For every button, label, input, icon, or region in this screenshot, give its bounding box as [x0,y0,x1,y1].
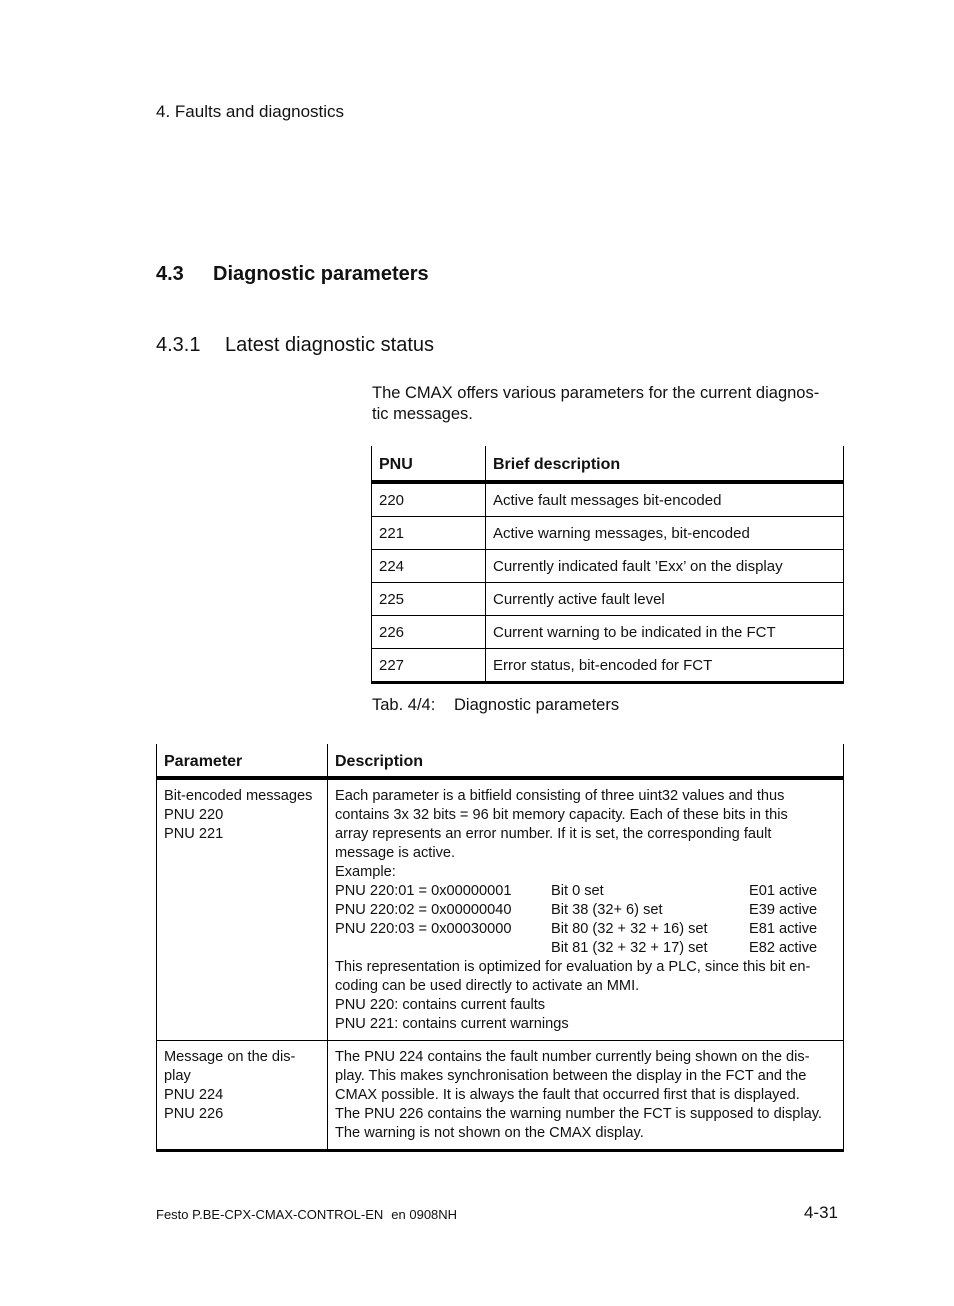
chapter-header: 4. Faults and diagnostics [156,102,345,121]
example-row [335,920,836,939]
section-title: Diagnostic parameters [213,263,429,285]
parameter-line: PNU 224 [164,1087,224,1103]
column-header-description: Description [328,744,844,778]
description-line: This representation is optimized for evaluation by a PLC, since this bit en- [335,959,811,975]
parameter-line: play [164,1068,191,1084]
example-value: PNU 220:02 = 0x00000040 [335,902,512,918]
parameter-line: PNU 221 [164,826,224,842]
table-row [372,482,844,517]
description-line: The PNU 224 contains the fault number currently being shown on the dis- [335,1049,810,1065]
parameter-line: Bit-encoded messages [164,788,313,804]
description-line: The PNU 226 contains the warning number the FCT is supposed to display. [335,1106,822,1122]
table-caption [372,696,619,715]
table-header-row [372,446,844,482]
footer-doc: Festo P.BE-CPX-CMAX-CONTROL-EN [156,1207,384,1222]
pnu-cell: 227 [372,649,486,683]
description-line: PNU 220: contains current faults [335,997,546,1013]
pnu-cell: 224 [372,550,486,583]
example-bit: Bit 0 set [551,883,604,899]
description-line: PNU 221: contains current warnings [335,1016,569,1032]
pnu-cell: 220 [372,482,486,517]
parameter-cell [157,1041,328,1151]
parameter-line: PNU 226 [164,1106,224,1122]
example-value [335,939,551,958]
parameter-line: Message on the dis- [164,1049,296,1065]
intro-line: The CMAX offers various parameters for the current diagnos- [372,384,820,402]
description-line: coding can be used directly to activate an MMI. [335,978,640,994]
parameter-line: PNU 220 [164,807,224,823]
caption-text: Diagnostic parameters [454,696,620,714]
pnu-table [371,446,844,684]
example-bit: Bit 80 (32 + 32 + 16) set [551,921,708,937]
pnu-cell: 226 [372,616,486,649]
example-value: PNU 220:01 = 0x00000001 [335,883,512,899]
example-value: PNU 220:03 = 0x00030000 [335,921,512,937]
column-header-parameter: Parameter [157,744,328,778]
example-bit: Bit 38 (32+ 6) set [551,902,663,918]
table-row [372,550,844,583]
table-row [157,1041,844,1151]
example-row [335,901,836,920]
example-bit: Bit 81 (32 + 32 + 17) set [551,940,708,956]
description-line: The warning is not shown on the CMAX display. [335,1125,644,1141]
description-line: Each parameter is a bitfield consisting of three uint32 values and thus [335,788,785,804]
description-cell: Active fault messages bit-encoded [486,482,844,517]
description-line: Example: [335,864,396,880]
table-header-row [157,744,844,778]
page-number: 4-31 [803,1203,838,1222]
intro-paragraph [372,383,844,425]
description-line: message is active. [335,845,456,861]
description-cell: Error status, bit-encoded for FCT [486,649,844,683]
parameter-cell [157,778,328,1041]
pnu-cell: 225 [372,583,486,616]
subsection-heading [156,334,434,357]
description-cell: Current warning to be indicated in the FCT [486,616,844,649]
column-header-pnu: PNU [372,446,486,482]
table-row [372,616,844,649]
example-result: E82 active [749,940,818,956]
example-row [335,882,836,901]
description-cell: Active warning messages, bit-encoded [486,517,844,550]
description-cell [328,1041,844,1151]
section-number: 4.3 [156,263,184,285]
parameter-table [156,744,844,1152]
example-result: E81 active [749,921,818,937]
description-line: play. This makes synchronisation between the display in the FCT and the [335,1068,807,1084]
description-cell: Currently indicated fault ’Exx’ on the display [486,550,844,583]
table-row [372,583,844,616]
subsection-number: 4.3.1 [156,334,201,356]
footer-document-id [156,1207,457,1222]
description-line: array represents an error number. If it is set, the corresponding fault [335,826,772,842]
pnu-cell: 221 [372,517,486,550]
example-row [335,939,836,958]
table-row [372,517,844,550]
table-row [372,649,844,683]
description-line: CMAX possible. It is always the fault that occurred first that is displayed. [335,1087,800,1103]
column-header-brief-description: Brief description [486,446,844,482]
intro-line: tic messages. [372,405,473,423]
description-cell [328,778,844,1041]
section-heading [156,263,429,286]
table-row [157,778,844,1041]
example-result: E39 active [749,902,818,918]
description-line: contains 3x 32 bits = 96 bit memory capacity. Each of these bits in this [335,807,788,823]
caption-label: Tab. 4/4: [372,696,436,714]
footer-edition: en 0908NH [391,1207,458,1222]
subsection-title: Latest diagnostic status [225,334,435,356]
description-cell: Currently active fault level [486,583,844,616]
example-result: E01 active [749,883,818,899]
